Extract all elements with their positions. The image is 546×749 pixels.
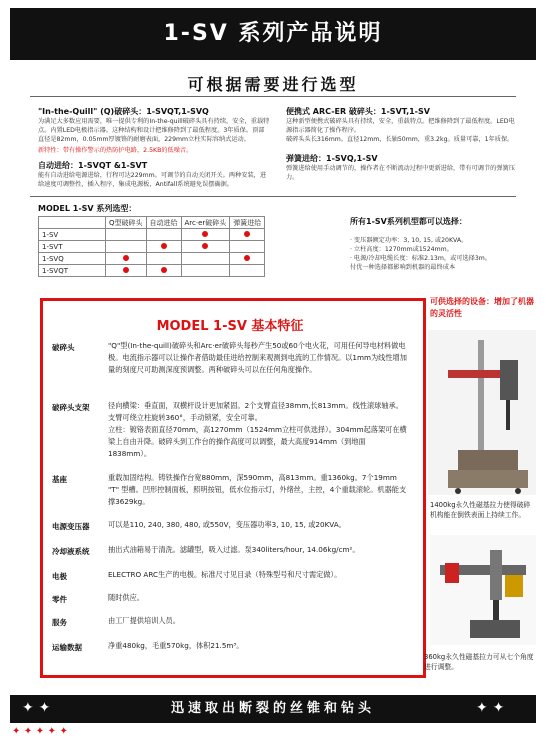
- options-title: 所有1-SV系列机型都可以选择：: [350, 217, 467, 226]
- option-item: · 变压器额定功率：3, 10, 15, 或20KVA。: [350, 237, 468, 244]
- mark-cell: [230, 229, 265, 241]
- option-item: · 立柱高度：1270mm或1524mm。: [350, 246, 453, 253]
- feature-text: 径向横梁：垂直面，双横杆设计更加紧固。2个支臂直径38mm,长813mm。线性滚球轴承。支臂可绕立柱旋转360°，手动锁紧，安全可靠。 立柱：镀铬表面直径70mm，高1270mm（1524mm立柱可供选择）。304mm起落架可在横梁上自由升降。破碎头到工作台的操作高度可以调整，最大高度914mm（到地面1838mm）。: [108, 401, 407, 458]
- auto-heading: 自动进给：1-SVQT &1-SVT: [38, 161, 148, 170]
- table-header-cell: 自动进给: [146, 217, 181, 229]
- feature-label: 服务: [52, 618, 67, 627]
- selection-mark-dot: [123, 255, 129, 261]
- mark-cell: [146, 241, 181, 253]
- page-title: 1-SV 系列产品说明: [163, 21, 383, 46]
- mark-cell: [106, 265, 147, 277]
- mark-cell: [230, 253, 265, 265]
- table-row: [39, 229, 265, 241]
- feature-text: ELECTRO ARC生产的电极。标准尺寸见目录（特殊型号和尺寸需定做）。: [108, 570, 342, 579]
- machine-photo-2: [430, 535, 536, 645]
- mark-cell: [181, 229, 230, 241]
- feature-text: 净重480kg，毛重570kg，体积21.5m³。: [108, 641, 244, 650]
- mark-cell: [181, 253, 230, 265]
- mark-cell: [181, 241, 230, 253]
- selection-mark-dot: [202, 231, 208, 237]
- feature-text: 可以是110, 240, 380, 480, 或550V，变压器功率3, 10, 15, 或20KVA。: [108, 520, 346, 529]
- optional-equipment-title: 可供选择的设备：增加了机器的灵活性: [430, 297, 534, 318]
- mark-cell: [230, 265, 265, 277]
- option-item: · 电源/冷却电缆长度：标准2.13m，或可选择3m。: [350, 255, 491, 262]
- mark-cell: [106, 253, 147, 265]
- footer-slogan: 迅速取出断裂的丝锥和钻头: [170, 701, 375, 716]
- selection-mark-dot: [161, 243, 167, 249]
- feature-label: 电源变压器: [52, 522, 90, 531]
- mark-cell: [146, 229, 181, 241]
- mark-cell: [106, 229, 147, 241]
- feature-text: "Q"型(In-the-quill)破碎头和Arc·er破碎头每秒产生50或60个电火花，可用任何导电材料做电极。电流指示器可以让操作者借助最佳进给控制来观测到电流的工作情况。以1mm为线性增加量的刻度尺可助测深度预调整。两种破碎头可以在任何角度操作。: [108, 341, 407, 374]
- selection-mark-dot: [123, 267, 129, 273]
- selection-mark-dot: [202, 243, 208, 249]
- feature-label: 零件: [52, 595, 67, 604]
- selection-mark-dot: [244, 255, 250, 261]
- table-header-cell: 弹簧进给: [230, 217, 265, 229]
- table-row: [39, 265, 265, 277]
- feature-label: 电极: [52, 572, 67, 581]
- feature-label: 破碎头支架: [52, 403, 90, 412]
- table-row: [39, 253, 265, 265]
- divider: [30, 196, 516, 197]
- feature-label: 运输数据: [52, 643, 82, 652]
- selection-mark-dot: [161, 267, 167, 273]
- selection-table: [38, 216, 265, 277]
- star-icon: ✦ ✦: [476, 700, 505, 716]
- feature-text: 抽出式油箱易于清洗。滤罐型，吸入过滤。泵340liters/hour, 14.06kg/cm²。: [108, 545, 360, 554]
- model-cell: 1-SVT: [39, 241, 106, 253]
- feature-text: 由工厂提供培训人员。: [108, 616, 180, 625]
- feature-label: 破碎头: [52, 343, 75, 352]
- arc-heading: 便携式 ARC-ER 破碎头：1-SVT,1-SV: [286, 107, 430, 116]
- divider: [30, 96, 516, 97]
- star-icon: ✦ ✦: [22, 700, 51, 716]
- feature-text: 重载加固结构。铸铁操作台宽880mm，深590mm，高813mm。重1360kg。7个19mm "T" 型槽。凹形控制面板，照明按钮，低水位指示灯，外绪丝，主控，4个重载滚轮。机器能支撑3629kg。: [108, 473, 407, 506]
- photo-caption-2: 360kg永久性磁基拉力可从七个角度进行调整。: [424, 653, 534, 671]
- arc-text-2: 破碎头头长316mm。直径12mm，长轴50mm，重3.2kg。质量可靠，1年质保。: [286, 136, 514, 143]
- quill-heading: "In-the-Quill" (Q)破碎头：1-SVQT,1-SVQ: [38, 107, 209, 116]
- table-header-cell: Q型破碎头: [106, 217, 147, 229]
- model-cell: 1-SVQ: [39, 253, 106, 265]
- model-cell: 1-SVQT: [39, 265, 106, 277]
- spring-heading: 弹簧进给：1-SVQ,1-SV: [286, 154, 378, 163]
- photo-caption-1: 1400kg永久性磁基拉力使得破碎机构能在倒铁表面上持续工作。: [430, 501, 531, 519]
- features-title: MODEL 1-SV 基本特征: [156, 319, 304, 334]
- quill-text: 为满足大多数应用需要，唯一提供专利的In-the-quill破碎头具有持续，安全，重载特点。内置LED电极指示器。这种结构和设计把维修降到了最低程度。3年质保。顶部直径是82mm，0.05mm厚镀铬的耐磨表面，229mm立柱实际容纳式运动。: [38, 118, 270, 143]
- mark-cell: [230, 241, 265, 253]
- table-header-cell: Arc·er破碎头: [181, 217, 230, 229]
- feature-text: 随时供应。: [108, 593, 144, 602]
- arc-text: 这种新型便携式破碎头具有持续，安全，重载特点。把维修降到了最低程度。LED电源指示器简化了操作程序。: [286, 118, 515, 134]
- star-icon: ✦ ✦ ✦ ✦ ✦: [12, 726, 68, 737]
- mark-cell: [181, 265, 230, 277]
- table-row: [39, 241, 265, 253]
- model-cell: 1-SV: [39, 229, 106, 241]
- feature-label: 冷却液系统: [52, 547, 90, 556]
- machine-photo-1: [428, 330, 536, 495]
- mark-cell: [106, 241, 147, 253]
- option-item: 付优一种选择都影响到机器的最终成本: [350, 264, 456, 271]
- mark-cell: [146, 253, 181, 265]
- quill-new-feature: 新特性：带有操作警示的热防护电路，2.5KB的低噪音。: [38, 147, 193, 154]
- spring-text: 弹簧进给使用手动调节的，操作者在不断流动过程中更新进给，带有可调节的弹簧压力。: [286, 165, 515, 181]
- selection-title: MODEL 1-SV 系列选型：: [38, 204, 137, 213]
- auto-text: 能有自动进给电源进给，行程可达229mm。可调节的自动关闭开关。两种安装，进给速度可调整性，插入程序，集成电源板，Antifall系统避免误摆确据。: [38, 172, 267, 188]
- selection-mark-dot: [244, 231, 250, 237]
- section-subtitle: 可根据需要进行选型: [187, 75, 359, 94]
- table-header-row: [39, 217, 265, 229]
- table-header-cell: [39, 217, 106, 229]
- feature-label: 基座: [52, 475, 67, 484]
- mark-cell: [146, 265, 181, 277]
